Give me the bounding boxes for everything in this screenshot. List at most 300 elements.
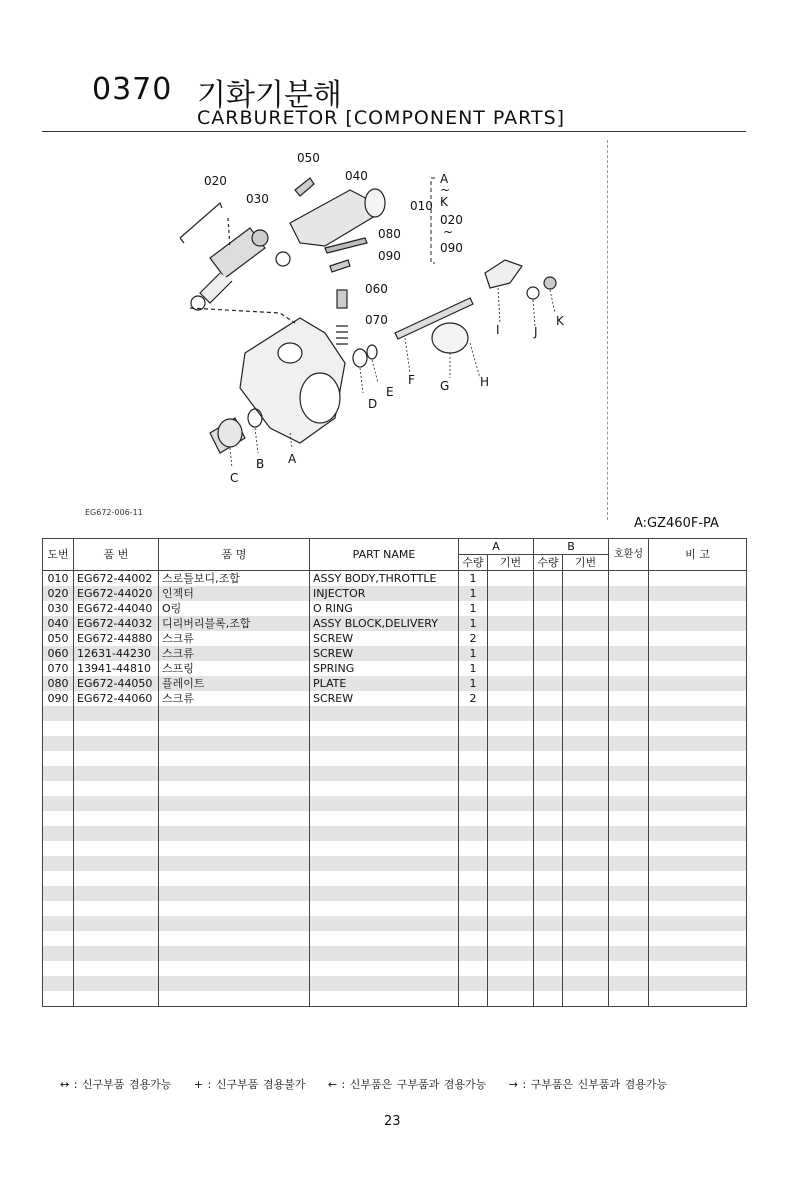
cell-empty xyxy=(609,766,649,781)
cell-empty xyxy=(488,646,534,661)
cell-empty xyxy=(609,631,649,646)
table-row xyxy=(43,796,747,811)
cell-empty xyxy=(609,811,649,826)
cell-kr xyxy=(159,811,310,826)
cell-no xyxy=(43,931,74,946)
cell-kr xyxy=(159,976,310,991)
cell-empty xyxy=(488,721,534,736)
cell-empty xyxy=(534,946,563,961)
cell-en: ASSY BLOCK,DELIVERY xyxy=(310,616,459,631)
cell-empty xyxy=(649,691,747,706)
cell-empty xyxy=(488,601,534,616)
header-compat: 호환성 xyxy=(609,539,649,571)
cell-empty xyxy=(649,586,747,601)
cell-no xyxy=(43,781,74,796)
cell-empty xyxy=(609,946,649,961)
cell-empty xyxy=(609,991,649,1007)
table-row xyxy=(43,631,747,646)
cell-empty xyxy=(488,631,534,646)
group-label-020: 020 xyxy=(440,213,463,227)
section-title-english: CARBURETOR [COMPONENT PARTS] xyxy=(197,107,566,129)
cell-part_no xyxy=(74,916,159,931)
cell-empty xyxy=(649,571,747,587)
cell-part_no: EG672-44050 xyxy=(74,676,159,691)
group-label-090: 090 xyxy=(440,241,463,255)
cell-empty xyxy=(488,961,534,976)
cell-empty xyxy=(649,751,747,766)
callout-080: 080 xyxy=(378,227,401,241)
cell-no xyxy=(43,766,74,781)
cell-empty xyxy=(609,586,649,601)
cell-part_no xyxy=(74,886,159,901)
cell-empty xyxy=(563,646,609,661)
cell-empty xyxy=(563,796,609,811)
cell-empty xyxy=(649,811,747,826)
cell-no xyxy=(43,811,74,826)
cell-qty xyxy=(459,961,488,976)
cell-kr xyxy=(159,856,310,871)
cell-empty xyxy=(609,721,649,736)
exploded-diagram xyxy=(150,148,600,493)
cell-empty xyxy=(649,706,747,721)
cell-empty xyxy=(534,751,563,766)
cell-no xyxy=(43,946,74,961)
cell-kr: 플레이트 xyxy=(159,676,310,691)
cell-empty xyxy=(649,796,747,811)
cell-kr xyxy=(159,826,310,841)
cell-empty xyxy=(609,781,649,796)
header-rule xyxy=(42,131,746,132)
cell-empty xyxy=(563,886,609,901)
cell-no: 070 xyxy=(43,661,74,676)
cell-empty xyxy=(609,916,649,931)
table-row xyxy=(43,961,747,976)
header-a-code: 기번 xyxy=(488,555,534,571)
group-label-tilde1: ~ xyxy=(440,183,451,197)
cell-empty xyxy=(563,901,609,916)
cell-empty xyxy=(534,991,563,1007)
cell-empty xyxy=(534,571,563,587)
header-remarks: 비 고 xyxy=(649,539,747,571)
callout-020: 020 xyxy=(204,174,227,188)
cell-qty: 1 xyxy=(459,586,488,601)
cell-empty xyxy=(534,586,563,601)
cell-empty xyxy=(534,691,563,706)
cell-empty xyxy=(563,586,609,601)
cell-qty: 1 xyxy=(459,571,488,587)
cell-qty: 1 xyxy=(459,661,488,676)
cell-empty xyxy=(563,601,609,616)
cell-kr: O링 xyxy=(159,601,310,616)
table-row xyxy=(43,751,747,766)
cell-empty xyxy=(609,661,649,676)
cell-part_no xyxy=(74,721,159,736)
header-a-qty: 수량 xyxy=(459,555,488,571)
cell-en xyxy=(310,736,459,751)
cell-empty xyxy=(563,871,609,886)
table-row xyxy=(43,946,747,961)
callout-040: 040 xyxy=(345,169,368,183)
cell-empty xyxy=(563,616,609,631)
cell-kr xyxy=(159,886,310,901)
callout-010: 010 xyxy=(410,199,433,213)
table-row xyxy=(43,691,747,706)
cell-no: 050 xyxy=(43,631,74,646)
cell-no xyxy=(43,886,74,901)
cell-no xyxy=(43,976,74,991)
cell-en xyxy=(310,781,459,796)
cell-en: SCREW xyxy=(310,691,459,706)
cell-empty xyxy=(563,991,609,1007)
cell-part_no xyxy=(74,841,159,856)
cell-empty xyxy=(534,781,563,796)
cell-en xyxy=(310,721,459,736)
cell-qty xyxy=(459,916,488,931)
callout-d: D xyxy=(368,397,378,411)
cell-empty xyxy=(563,661,609,676)
cell-empty xyxy=(609,826,649,841)
cell-qty xyxy=(459,751,488,766)
cell-en xyxy=(310,961,459,976)
cell-en xyxy=(310,796,459,811)
table-row xyxy=(43,781,747,796)
cell-empty xyxy=(488,946,534,961)
cell-empty xyxy=(534,901,563,916)
cell-empty xyxy=(534,796,563,811)
table-row xyxy=(43,826,747,841)
cell-empty xyxy=(649,991,747,1007)
cell-qty xyxy=(459,946,488,961)
cell-empty xyxy=(563,811,609,826)
cell-en xyxy=(310,916,459,931)
cell-empty xyxy=(534,706,563,721)
cell-empty xyxy=(488,811,534,826)
table-row xyxy=(43,721,747,736)
cell-empty xyxy=(563,631,609,646)
cell-qty: 1 xyxy=(459,601,488,616)
cell-qty: 2 xyxy=(459,691,488,706)
cell-no: 020 xyxy=(43,586,74,601)
cell-empty xyxy=(609,961,649,976)
cell-qty: 2 xyxy=(459,631,488,646)
cell-empty xyxy=(534,931,563,946)
callout-c: C xyxy=(230,471,239,485)
cell-kr xyxy=(159,961,310,976)
cell-en xyxy=(310,886,459,901)
callout-090: 090 xyxy=(378,249,401,263)
cell-qty xyxy=(459,796,488,811)
cell-qty: 1 xyxy=(459,646,488,661)
cell-empty xyxy=(534,661,563,676)
cell-empty xyxy=(563,721,609,736)
cell-empty xyxy=(534,601,563,616)
table-row xyxy=(43,991,747,1007)
cell-no xyxy=(43,826,74,841)
legend-item-1: ↔ : 신구부품 겸용가능 xyxy=(60,1078,172,1091)
cell-empty xyxy=(534,736,563,751)
cell-empty xyxy=(488,706,534,721)
model-code: A:GZ460F-PA xyxy=(634,516,719,531)
cell-kr xyxy=(159,751,310,766)
cell-empty xyxy=(649,841,747,856)
callout-070: 070 xyxy=(365,313,388,327)
cell-empty xyxy=(563,961,609,976)
cell-empty xyxy=(534,826,563,841)
legend xyxy=(60,1076,685,1092)
cell-empty xyxy=(649,661,747,676)
cell-empty xyxy=(649,961,747,976)
legend-item-3: ← : 신부품은 구부품과 겸용가능 xyxy=(327,1078,487,1091)
cell-empty xyxy=(649,631,747,646)
cell-empty xyxy=(649,766,747,781)
cell-part_no xyxy=(74,901,159,916)
table-row xyxy=(43,916,747,931)
cell-empty xyxy=(488,691,534,706)
cell-kr xyxy=(159,736,310,751)
header-no: 도번 xyxy=(43,539,74,571)
cell-qty xyxy=(459,706,488,721)
callout-f: F xyxy=(408,373,415,387)
header-group-b: B xyxy=(534,539,609,555)
cell-empty xyxy=(563,571,609,587)
cell-no xyxy=(43,751,74,766)
cell-part_no xyxy=(74,736,159,751)
cell-empty xyxy=(563,676,609,691)
header-group-a: A xyxy=(459,539,534,555)
header-b-qty: 수량 xyxy=(534,555,563,571)
table-row xyxy=(43,646,747,661)
table-row xyxy=(43,766,747,781)
cell-empty xyxy=(488,676,534,691)
cell-empty xyxy=(488,796,534,811)
table-row xyxy=(43,976,747,991)
cell-empty xyxy=(488,586,534,601)
table-row xyxy=(43,586,747,601)
cell-empty xyxy=(534,646,563,661)
cell-part_no: EG672-44002 xyxy=(74,571,159,587)
cell-kr xyxy=(159,916,310,931)
cell-en xyxy=(310,766,459,781)
cell-empty xyxy=(649,931,747,946)
cell-no xyxy=(43,856,74,871)
callout-b: B xyxy=(256,457,265,471)
cell-qty xyxy=(459,886,488,901)
cell-part_no xyxy=(74,751,159,766)
cell-empty xyxy=(488,901,534,916)
cell-part_no xyxy=(74,931,159,946)
callout-g: G xyxy=(440,379,450,393)
cell-empty xyxy=(609,886,649,901)
table-row xyxy=(43,706,747,721)
callout-e: E xyxy=(386,385,394,399)
cell-empty xyxy=(488,616,534,631)
cell-part_no: 12631-44230 xyxy=(74,646,159,661)
cell-empty xyxy=(563,766,609,781)
cell-empty xyxy=(563,826,609,841)
cell-no xyxy=(43,901,74,916)
header-b-code: 기번 xyxy=(563,555,609,571)
cell-no xyxy=(43,991,74,1007)
cell-no xyxy=(43,916,74,931)
cell-qty: 1 xyxy=(459,676,488,691)
cell-qty xyxy=(459,991,488,1007)
cell-empty xyxy=(649,616,747,631)
cell-no xyxy=(43,961,74,976)
cell-empty xyxy=(488,826,534,841)
cell-empty xyxy=(488,886,534,901)
cell-empty xyxy=(609,976,649,991)
cell-no: 040 xyxy=(43,616,74,631)
cell-en xyxy=(310,931,459,946)
cell-qty xyxy=(459,781,488,796)
cell-empty xyxy=(609,931,649,946)
legend-item-2: + : 신구부품 겸용불가 xyxy=(193,1078,306,1091)
header-part-no: 품 번 xyxy=(74,539,159,571)
cell-kr: 디리버리블록,조합 xyxy=(159,616,310,631)
cell-empty xyxy=(534,886,563,901)
cell-empty xyxy=(609,841,649,856)
cell-kr xyxy=(159,721,310,736)
cell-empty xyxy=(609,676,649,691)
callout-a: A xyxy=(288,452,297,466)
cell-empty xyxy=(609,796,649,811)
cell-empty xyxy=(609,871,649,886)
cell-empty xyxy=(649,871,747,886)
cell-part_no xyxy=(74,961,159,976)
cell-kr: 인젝터 xyxy=(159,586,310,601)
cell-empty xyxy=(534,721,563,736)
table-row xyxy=(43,871,747,886)
cell-empty xyxy=(563,691,609,706)
cell-no: 010 xyxy=(43,571,74,587)
cell-en xyxy=(310,901,459,916)
cell-kr xyxy=(159,991,310,1007)
cell-empty xyxy=(609,646,649,661)
cell-empty xyxy=(563,841,609,856)
callout-i: I xyxy=(496,323,500,337)
cell-no: 030 xyxy=(43,601,74,616)
cell-part_no: EG672-44040 xyxy=(74,601,159,616)
table-row xyxy=(43,931,747,946)
cell-en: ASSY BODY,THROTTLE xyxy=(310,571,459,587)
cell-part_no: EG672-44032 xyxy=(74,616,159,631)
cell-part_no xyxy=(74,856,159,871)
cell-empty xyxy=(649,886,747,901)
cell-en: INJECTOR xyxy=(310,586,459,601)
table-row xyxy=(43,856,747,871)
cell-empty xyxy=(649,976,747,991)
cell-en: SPRING xyxy=(310,661,459,676)
cell-kr: 스크류 xyxy=(159,631,310,646)
cell-qty xyxy=(459,976,488,991)
cell-empty xyxy=(649,946,747,961)
table-row xyxy=(43,571,747,587)
cell-part_no: EG672-44020 xyxy=(74,586,159,601)
cell-empty xyxy=(649,916,747,931)
cell-empty xyxy=(649,826,747,841)
cell-empty xyxy=(534,916,563,931)
cell-en xyxy=(310,811,459,826)
cell-no: 080 xyxy=(43,676,74,691)
cell-qty xyxy=(459,901,488,916)
cell-en xyxy=(310,856,459,871)
callout-050: 050 xyxy=(297,151,320,165)
cell-empty xyxy=(649,721,747,736)
cell-kr xyxy=(159,901,310,916)
cell-empty xyxy=(534,766,563,781)
parts-table xyxy=(42,538,747,1007)
cell-empty xyxy=(563,736,609,751)
cell-qty xyxy=(459,856,488,871)
cell-kr: 스크류 xyxy=(159,646,310,661)
cell-empty xyxy=(488,736,534,751)
cell-part_no xyxy=(74,991,159,1007)
cell-empty xyxy=(649,736,747,751)
cell-kr: 스크류 xyxy=(159,691,310,706)
cell-part_no xyxy=(74,781,159,796)
cell-en: SCREW xyxy=(310,646,459,661)
cell-empty xyxy=(488,766,534,781)
cell-en xyxy=(310,841,459,856)
cell-empty xyxy=(488,991,534,1007)
table-row xyxy=(43,901,747,916)
cell-empty xyxy=(649,601,747,616)
cell-qty: 1 xyxy=(459,616,488,631)
table-row xyxy=(43,736,747,751)
cell-empty xyxy=(609,751,649,766)
figure-code: EG672-006-11 xyxy=(85,508,143,517)
callout-060: 060 xyxy=(365,282,388,296)
cell-empty xyxy=(609,616,649,631)
cell-empty xyxy=(488,661,534,676)
cell-empty xyxy=(488,571,534,587)
cell-empty xyxy=(649,646,747,661)
cell-en xyxy=(310,991,459,1007)
cell-kr xyxy=(159,796,310,811)
cell-empty xyxy=(488,841,534,856)
table-row xyxy=(43,616,747,631)
header-part-name-en: PART NAME xyxy=(310,539,459,571)
cell-qty xyxy=(459,826,488,841)
cell-en xyxy=(310,946,459,961)
dashed-divider xyxy=(607,140,608,520)
cell-empty xyxy=(488,856,534,871)
cell-empty xyxy=(534,976,563,991)
cell-empty xyxy=(534,811,563,826)
cell-empty xyxy=(534,871,563,886)
cell-empty xyxy=(534,961,563,976)
cell-no xyxy=(43,706,74,721)
cell-empty xyxy=(609,691,649,706)
cell-en: PLATE xyxy=(310,676,459,691)
cell-empty xyxy=(649,856,747,871)
header-part-name-kr: 품 명 xyxy=(159,539,310,571)
cell-kr: 스프링 xyxy=(159,661,310,676)
table-row xyxy=(43,811,747,826)
cell-en: SCREW xyxy=(310,631,459,646)
cell-empty xyxy=(563,916,609,931)
cell-kr xyxy=(159,706,310,721)
callout-h: H xyxy=(480,375,490,389)
cell-kr xyxy=(159,946,310,961)
cell-empty xyxy=(534,631,563,646)
cell-kr xyxy=(159,766,310,781)
legend-item-4: → : 구부품은 신부품과 겸용가능 xyxy=(508,1078,668,1091)
cell-empty xyxy=(534,856,563,871)
cell-empty xyxy=(488,751,534,766)
table-row xyxy=(43,886,747,901)
group-label-tilde2: ~ xyxy=(443,225,454,239)
